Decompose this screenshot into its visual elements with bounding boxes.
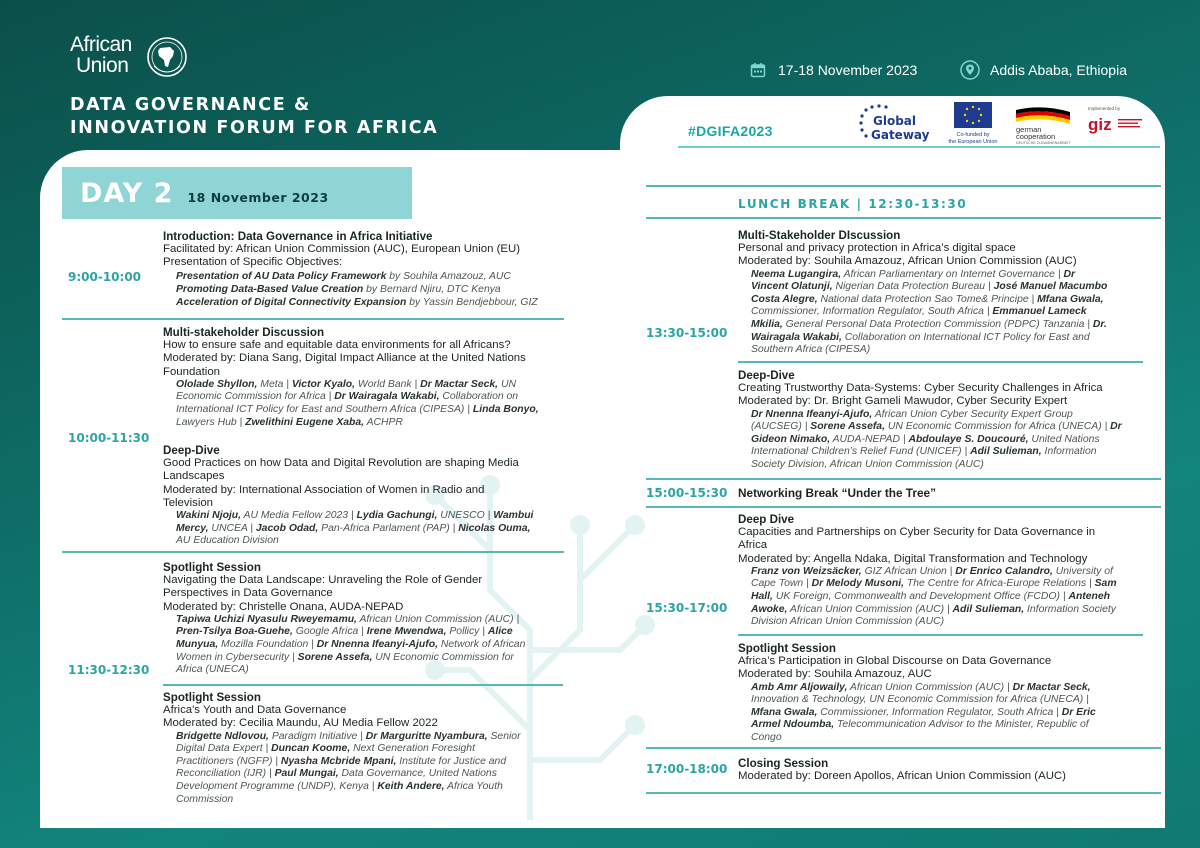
- speaker-affiliation: World Bank |: [355, 378, 421, 390]
- session-spotlight-global: [738, 642, 1148, 745]
- speaker-name: Gideon Nimako,: [751, 433, 831, 445]
- speaker-name: Franz von Weizsäcker,: [751, 565, 862, 577]
- speaker-line: [738, 269, 1148, 282]
- speaker-name: Dr Nnenna Ifeanyi-Ajufo,: [751, 408, 873, 420]
- speaker-name: Vincent Olatunji,: [751, 281, 833, 293]
- speaker-line: [163, 391, 568, 404]
- event-hashtag: #DGIFA2023: [688, 123, 773, 139]
- speaker-affiliation: African Union Commission (AUC) |: [847, 681, 1013, 693]
- forum-title-line1: DATA GOVERNANCE &: [70, 95, 311, 115]
- session-line: Television: [163, 496, 214, 509]
- speaker-name: Ololade Shyllon,: [176, 378, 258, 390]
- speaker-line: [738, 616, 1148, 629]
- speaker-affiliation: UNCEA |: [208, 522, 256, 534]
- speaker-name: Wakini Njoju,: [176, 510, 242, 522]
- speaker-affiliation: ACHPR: [364, 416, 403, 428]
- session-spotlight-youth: [163, 691, 568, 806]
- speaker-affiliation: Network of African: [437, 639, 526, 650]
- session-multistakeholder: [163, 326, 568, 429]
- speaker-affiliation: Society Division, African Union Commission (AUC): [751, 458, 984, 470]
- event-location: [960, 60, 1127, 80]
- session-title: Deep-Dive: [738, 369, 795, 382]
- speaker-affiliation: Economic Commission for Africa |: [176, 391, 335, 403]
- speaker-line: [738, 281, 1148, 294]
- speaker-line: [163, 614, 568, 627]
- speaker-list: [163, 614, 568, 677]
- speaker-affiliation: United Nations: [1028, 433, 1100, 445]
- session-line: Moderated by: Souhila Amazouz, African Union Commission (AUC): [738, 255, 1077, 268]
- speaker-name: Sorene Assefa,: [297, 651, 373, 663]
- speaker-line: [738, 319, 1148, 332]
- lunch-break: LUNCH BREAK | 12:30-13:30: [738, 197, 968, 211]
- calendar-icon: [748, 60, 768, 80]
- speaker-affiliation: AUDA-NEPAD |: [830, 433, 909, 445]
- speaker-line: [738, 578, 1148, 591]
- block-divider: [646, 185, 1161, 187]
- brand-name-line1: African: [70, 33, 132, 56]
- speaker-line: [738, 591, 1148, 604]
- au-emblem-icon: [146, 36, 188, 78]
- speaker-line: [163, 731, 568, 744]
- session-title: Spotlight Session: [738, 642, 836, 655]
- speaker-list: [738, 409, 1148, 472]
- time-slot: 10:00-11:30: [68, 431, 150, 445]
- speaker-line: [738, 294, 1148, 307]
- global-gateway-line2: Gateway: [871, 128, 930, 142]
- speaker-name: Pren-Tsilya Boa-Guehe,: [176, 626, 293, 638]
- time-slot: 13:30-15:00: [646, 326, 728, 340]
- speaker-name: Dr Wairagala Wakabi,: [334, 391, 440, 403]
- session-title: Spotlight Session: [163, 691, 261, 704]
- session-title: Multi-stakeholder Discussion: [163, 326, 325, 339]
- speaker-name: Tapiwa Uchizi Nyasulu Rweyemamu,: [176, 613, 357, 625]
- speaker-affiliation: Information Society: [1024, 603, 1116, 615]
- speaker-affiliation: Division African Union Commission (AUC): [751, 616, 945, 628]
- speaker-name: Dr.: [1092, 318, 1107, 330]
- speaker-name: Wambui: [493, 510, 534, 522]
- speaker-line: [163, 404, 568, 417]
- global-gateway-logo: [856, 102, 934, 144]
- session-title: Deep-Dive: [163, 444, 220, 457]
- speaker-affiliation: African Union Commission (AUC) |: [356, 613, 520, 625]
- speaker-affiliation: National data Protection Sao Tome& Principe |: [817, 293, 1038, 305]
- speaker-name: Nicolas Ouma,: [458, 522, 531, 534]
- objective-item: Presentation of AU Data Policy Framework by Souhila Amazouz, AUC: [176, 270, 511, 282]
- speaker-line: [738, 682, 1148, 695]
- speaker-line: [163, 756, 568, 769]
- giz-name: giz: [1088, 115, 1112, 134]
- speaker-name: Abdoulaye S. Doucouré,: [908, 433, 1029, 445]
- speaker-affiliation: African Union Commission (AUC) |: [787, 603, 953, 615]
- speaker-line: [163, 768, 568, 781]
- speaker-line: [738, 694, 1148, 707]
- speaker-affiliation: Reconciliation (IJR) |: [176, 768, 275, 780]
- time-slot: 11:30-12:30: [68, 663, 150, 677]
- speaker-affiliation: UNESCO |: [437, 510, 494, 522]
- speaker-name: Emmanuel Lameck: [992, 306, 1087, 318]
- speaker-name: Awoke,: [751, 603, 788, 615]
- speaker-line: [163, 535, 568, 548]
- speaker-list: [163, 510, 568, 548]
- speaker-affiliation: Google Africa |: [292, 626, 367, 638]
- giz-logo: [1086, 104, 1152, 144]
- session-line: Navigating the Data Landscape: Unraveling the Role of Gender: [163, 574, 483, 587]
- speaker-affiliation: Telecommunication Advisor to the Minister, Republic of: [834, 719, 1089, 731]
- speaker-line: [738, 459, 1148, 472]
- speaker-affiliation: UN Economic Commission for Africa (UNECA) |: [884, 421, 1111, 433]
- session-line: Moderated by: Cecilia Maundu, AU Media Fellow 2022: [163, 717, 438, 730]
- speaker-name: Paul Mungai,: [274, 768, 339, 780]
- hashtag-divider: [678, 146, 1160, 148]
- speaker-name: Amb Amr Aljowaily,: [751, 681, 848, 693]
- eu-line2: the European Union: [948, 139, 998, 145]
- speaker-affiliation: Meta |: [257, 378, 292, 390]
- speaker-name: Dr Melody Musoni,: [811, 578, 905, 590]
- objective-item: Acceleration of Digital Connectivity Expansion by Yassin Bendjebbour, GIZ: [176, 297, 538, 309]
- speaker-affiliation: UN: [498, 378, 516, 390]
- speaker-line: [163, 781, 568, 794]
- speaker-affiliation: Lawyers Hub |: [176, 416, 246, 428]
- session-line: Presentation of Specific Objectives:: [163, 256, 343, 269]
- speaker-affiliation: Africa Youth: [444, 780, 503, 792]
- speaker-affiliation: Pan-Africa Parlament (PAP) |: [318, 522, 459, 534]
- eu-line1: Co-funded by: [956, 132, 990, 138]
- speaker-name: Mkilia,: [751, 318, 783, 330]
- speaker-affiliation: Congo: [751, 731, 782, 743]
- speaker-name: Adil Sulieman,: [952, 603, 1025, 615]
- speaker-line: [163, 743, 568, 756]
- speaker-name: Sam: [1094, 578, 1117, 590]
- speaker-name: Dr: [1063, 268, 1075, 280]
- speaker-name: Wairagala Wakabi,: [751, 331, 842, 343]
- speaker-name: Hall,: [751, 591, 773, 602]
- session-deep-dive-media: [163, 444, 568, 548]
- brand-name-line2: Union: [76, 54, 129, 77]
- speaker-affiliation: Commission: [176, 793, 234, 805]
- session-privacy: [738, 229, 1148, 357]
- session-line: Africa's Youth and Data Governance: [163, 704, 347, 717]
- speaker-name: Irene Mwendwa,: [366, 626, 447, 638]
- speaker-name: Mfana Gwala,: [751, 706, 818, 718]
- networking-break: Networking Break “Under the Tree”: [738, 486, 936, 500]
- speaker-line: [738, 707, 1148, 720]
- speaker-affiliation: Cape Town |: [751, 578, 812, 590]
- speaker-affiliation: Pollicy |: [446, 626, 488, 638]
- eu-logo: [948, 102, 998, 146]
- speaker-name: Anteneh: [1068, 591, 1111, 602]
- speaker-name: Dr Eric: [1061, 706, 1096, 718]
- speaker-name: Alice: [487, 626, 513, 638]
- speaker-name: Dr Marguritte Nyambura,: [365, 730, 488, 742]
- session-line: Creating Trustworthy Data-Systems: Cyber Security Challenges in Africa: [738, 382, 1103, 395]
- speaker-name: Nyasha Mcbride Mpani,: [280, 755, 397, 767]
- session-divider: [738, 361, 1143, 363]
- forum-title: [70, 94, 438, 140]
- speaker-list: [163, 379, 568, 429]
- speaker-list: [738, 269, 1148, 357]
- speaker-line: [163, 510, 568, 523]
- day-date: 18 November 2023: [187, 189, 329, 205]
- speaker-line: [163, 626, 568, 639]
- session-line: Moderated by: Christelle Onana, AUDA-NEPAD: [163, 600, 404, 613]
- speaker-affiliation: Collaboration on International ICT Policy for East and: [841, 331, 1090, 343]
- speaker-affiliation: Innovation & Technology, UN Economic Commission for Africa (UNECA) |: [751, 694, 1089, 706]
- block-divider: [646, 478, 1161, 480]
- speaker-affiliation: University of: [1052, 565, 1113, 577]
- speaker-name: Dr Enrico Calandro,: [955, 565, 1053, 577]
- speaker-name: Keith Andere,: [377, 780, 445, 792]
- speaker-affiliation: African Parliamentary on Internet Governance |: [841, 268, 1064, 280]
- german-line1: german: [1016, 125, 1042, 134]
- speaker-affiliation: International ICT Policy for East and Southern Africa (CIPESA) |: [176, 404, 473, 415]
- session-title: Introduction: Data Governance in Africa Initiative: [163, 230, 433, 243]
- session-introduction: [163, 230, 563, 310]
- session-title: Multi-Stakeholder DIscussion: [738, 229, 901, 242]
- session-divider: [738, 634, 1143, 636]
- session-line: Capacities and Partnerships on Cyber Security for Data Governance in: [738, 526, 1096, 539]
- speaker-name: Dr Mactar Seck,: [1012, 681, 1091, 693]
- speaker-line: [738, 306, 1148, 319]
- session-line: Moderated by: International Association of Women in Radio and: [163, 483, 485, 496]
- block-divider: [62, 551, 564, 553]
- speaker-line: [738, 421, 1148, 434]
- speaker-affiliation: Africa (UNECA): [176, 664, 249, 676]
- speaker-affiliation: Senior: [487, 730, 521, 742]
- session-line: Facilitated by: African Union Commission (AUC), European Union (EU): [163, 243, 521, 256]
- global-gateway-line1: Global: [873, 114, 917, 128]
- session-line: Moderated by: Souhila Amazouz, AUC: [738, 668, 932, 681]
- speaker-affiliation: Information: [1041, 446, 1097, 458]
- speaker-line: [738, 604, 1148, 617]
- speaker-affiliation: General Personal Data Protection Commission (PDPC) Tanzania |: [782, 318, 1093, 330]
- speaker-name: Mercy,: [176, 522, 209, 534]
- german-line3: DEUTSCHE ZUSAMMENARBEIT: [1016, 141, 1071, 144]
- session-line: Moderated by: Angella Ndaka, Digital Transformation and Technology: [738, 552, 1088, 565]
- day-banner: [62, 167, 412, 219]
- session-line: Moderated by: Diana Sang, Digital Impact Alliance at the United Nations: [163, 352, 526, 365]
- speaker-name: Munyua,: [176, 639, 219, 650]
- session-line: Landscapes: [163, 470, 225, 483]
- speaker-affiliation: GIZ African Union |: [861, 565, 956, 577]
- speaker-line: [163, 523, 568, 536]
- block-divider: [646, 747, 1161, 749]
- session-divider: [163, 684, 563, 686]
- speaker-affiliation: (AUCSEG) |: [751, 421, 811, 433]
- event-location-text: Addis Ababa, Ethiopia: [990, 62, 1127, 78]
- speaker-name: Armel Ndoumba,: [751, 719, 835, 731]
- speaker-name: Dr Mactar Seck,: [420, 378, 499, 390]
- speaker-line: [163, 664, 568, 677]
- session-cyber-partnerships: [738, 513, 1148, 629]
- speaker-affiliation: Commissioner, Information Regulator, South Africa |: [817, 706, 1062, 718]
- session-title: Deep Dive: [738, 513, 795, 526]
- block-divider: [646, 792, 1161, 794]
- speaker-affiliation: International Children’s Relief Fund (UNICEF) |: [751, 446, 971, 458]
- speaker-affiliation: Paradigm Initiative |: [268, 730, 366, 742]
- speaker-affiliation: AU Education Division: [176, 535, 279, 547]
- speaker-line: [163, 794, 568, 807]
- speaker-line: [163, 379, 568, 392]
- speaker-affiliation: UK Foreign, Commonwealth and Development Office (FCDO) |: [772, 591, 1069, 602]
- forum-title-line2: INNOVATION FORUM FOR AFRICA: [70, 118, 439, 138]
- speaker-line: [163, 639, 568, 652]
- location-pin-icon: [960, 60, 980, 80]
- session-cyber-trust: [738, 369, 1148, 472]
- speaker-name: Lydia Gachungi,: [356, 510, 438, 522]
- speaker-name: Costa Alegre,: [751, 293, 818, 305]
- speaker-name: Dr Nnenna Ifeanyi-Ajufo,: [316, 639, 438, 650]
- speaker-line: [163, 417, 568, 430]
- speaker-name: Jacob Odad,: [255, 522, 319, 534]
- session-line: Moderated by: Doreen Apollos, African Union Commission (AUC): [738, 770, 1066, 783]
- event-dates-text: 17-18 November 2023: [778, 62, 918, 78]
- time-slot: 9:00-10:00: [68, 270, 142, 284]
- session-line: How to ensure safe and equitable data environments for all Africans?: [163, 339, 511, 352]
- session-line: Foundation: [163, 365, 220, 378]
- african-union-logo: [70, 34, 132, 76]
- session-line: Perspectives in Data Governance: [163, 587, 333, 600]
- speaker-line: [738, 566, 1148, 579]
- german-line2: cooperation: [1016, 132, 1056, 141]
- speaker-name: José Manuel Macumbo: [993, 281, 1108, 293]
- speaker-name: Bridgette Ndlovou,: [176, 730, 269, 742]
- session-line: Moderated by: Dr. Bright Gameli Mawudor, Cyber Security Expert: [738, 395, 1068, 408]
- speaker-affiliation: Nigerian Data Protection Bureau |: [832, 281, 994, 293]
- speaker-affiliation: Practitioners (NGFP) |: [176, 755, 281, 767]
- german-cooperation-logo: [1012, 102, 1074, 144]
- giz-top: Implemented by: [1088, 106, 1121, 111]
- speaker-name: Zwelithini Eugene Xaba,: [245, 416, 365, 428]
- block-divider: [646, 506, 1161, 508]
- time-slot: 15:00-15:30: [646, 486, 728, 500]
- session-title: Closing Session: [738, 757, 829, 770]
- speaker-line: [738, 344, 1148, 357]
- session-line: Africa: [738, 539, 768, 552]
- speaker-affiliation: Commissioner, Information Regulator, South Africa |: [751, 306, 993, 318]
- speaker-line: [738, 732, 1148, 745]
- speaker-affiliation: Data Governance, United Nations: [338, 768, 497, 780]
- speaker-list: [738, 682, 1148, 745]
- speaker-affiliation: Digital Data Expert |: [176, 743, 272, 755]
- speaker-affiliation: The Centre for Africa-Europe Relations |: [904, 578, 1095, 590]
- event-dates: [748, 60, 917, 80]
- speaker-affiliation: Next Generation Foresight: [350, 743, 475, 755]
- speaker-name: Victor Kyalo,: [291, 378, 356, 390]
- session-line: Good Practices on how Data and Digital Revolution are shaping Media: [163, 457, 519, 470]
- speaker-list: [738, 566, 1148, 629]
- speaker-line: [738, 446, 1148, 459]
- session-closing: [738, 757, 1148, 783]
- speaker-line: [738, 332, 1148, 345]
- objective-item: Promoting Data-Based Value Creation by Bernard Njiru, DTC Kenya: [176, 284, 501, 296]
- speaker-name: Mfana Gwala,: [1037, 293, 1104, 305]
- speaker-affiliation: Women in Cybersecurity |: [176, 651, 298, 663]
- speaker-line: [163, 652, 568, 665]
- speaker-line: [738, 434, 1148, 447]
- speaker-list: [163, 731, 568, 807]
- speaker-affiliation: AU Media Fellow 2023 |: [241, 510, 357, 522]
- speaker-affiliation: Mozilla Foundation |: [218, 639, 317, 650]
- speaker-affiliation: Southern Africa (CIPESA): [751, 344, 871, 356]
- day-label: DAY 2: [80, 177, 174, 209]
- speaker-affiliation: UN Economic Commission for: [372, 651, 514, 663]
- session-title: Spotlight Session: [163, 561, 261, 574]
- session-spotlight-gender: [163, 561, 568, 677]
- session-line: Personal and privacy protection in Africa’s digital space: [738, 242, 1016, 255]
- time-slot: 17:00-18:00: [646, 762, 728, 776]
- speaker-line: [738, 409, 1148, 422]
- session-line: Africa’s Participation in Global Discourse on Data Governance: [738, 655, 1052, 668]
- speaker-name: Duncan Koome,: [271, 743, 351, 755]
- speaker-name: Dr: [1110, 421, 1122, 433]
- time-slot: 15:30-17:00: [646, 601, 728, 615]
- speaker-name: Sorene Assefa,: [810, 421, 885, 433]
- speaker-name: Neema Lugangira,: [751, 268, 842, 280]
- speaker-name: Adil Sulieman,: [970, 446, 1042, 458]
- speaker-line: [738, 719, 1148, 732]
- speaker-name: Linda Bonyo,: [472, 404, 539, 415]
- block-divider: [62, 318, 564, 320]
- block-divider: [646, 217, 1161, 219]
- speaker-affiliation: Institute for Justice and: [396, 755, 507, 767]
- speaker-affiliation: Development Programme (UNDP), Kenya |: [176, 780, 378, 792]
- speaker-affiliation: African Union Cyber Security Expert Group: [872, 408, 1073, 420]
- speaker-affiliation: Collaboration on: [439, 391, 519, 403]
